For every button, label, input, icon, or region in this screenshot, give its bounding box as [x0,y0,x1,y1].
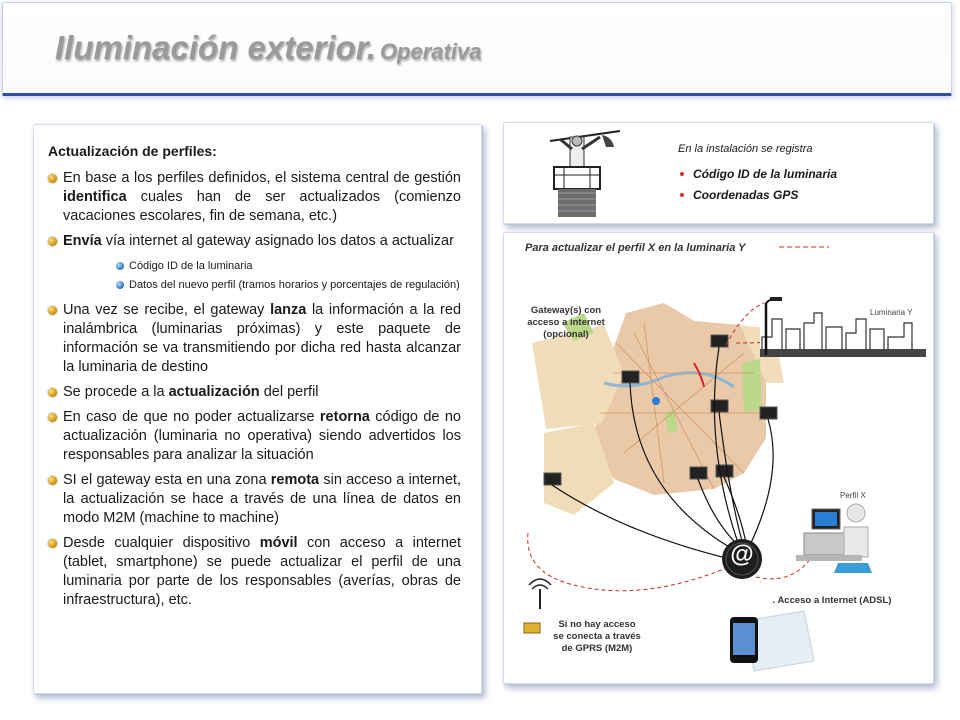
bullet-icon [48,476,57,485]
registration-item [676,167,837,181]
bullet-item [48,383,461,402]
bold-text: remota [270,472,320,488]
smartphone-icon [730,611,814,671]
sim-card-icon [524,623,540,633]
bullet-icon [680,193,684,197]
text-segment: Desde cualquier dispositivo [63,535,260,551]
text-segment: del perfil [259,384,319,400]
text-segment: código de no actualización (luminaria no operativa) siendo advertidos los responsables para analizar la situación [63,409,461,463]
bold-text: retorna [319,409,370,425]
title-bar [2,2,952,96]
title-main: Iluminación exterior. [55,29,376,66]
sub-bullet-text: Datos del nuevo perfil (tramos horarios y porcentajes de regulación) [129,279,460,291]
registration-item-text: Código ID de la luminaria [693,167,838,181]
bullet-icon [48,174,57,183]
text-segment: la información a la red inalámbrica (luminarias próximas) y este paquete de información se va transmitiendo por dicha red hasta alcanzar la luminaria de destino [63,302,462,375]
bullet-icon [48,306,57,315]
bullet-icon [48,388,57,397]
sub-bullet-item [116,278,461,293]
text-segment: En caso de que no poder actualizarse [63,409,320,425]
luminaria-label: Luminaria Y [870,308,913,317]
registration-title: En la instalación se registra [678,143,813,155]
text-segment: con acceso a internet (tablet, smartphone) se puede actualizar el perfil de una luminaria por parte de los responsables (averías, obras de infraestructura), etc. [63,535,461,608]
bullet-text [63,384,319,400]
network-diagram-panel [503,232,934,684]
at-symbol: @ [730,541,754,568]
left-text-content [48,143,461,616]
bullet-icon [48,413,57,422]
bullet-item [48,232,461,293]
gprs-antenna-icon [529,579,551,609]
bullet-text [63,302,461,375]
text-segment: SI el gateway esta en una zona [63,472,271,488]
bold-text: móvil [259,535,298,551]
gateway-label: Gateway(s) con acceso a internet (opcional) [527,305,605,340]
bullet-text [63,409,461,463]
text-segment: Una vez se recibe, el gateway [63,302,271,318]
perfil-label: Perfil X [840,491,866,500]
bullet-icon [48,539,57,548]
bullet-item [48,169,461,226]
gprs-label: Si no hay acceso se conecta a través de GPRS (M2M) [553,619,641,654]
bullet-list [48,169,461,610]
sub-bullet-icon [116,262,124,270]
bullet-item [48,534,461,610]
bold-text: identifica [63,189,127,205]
text-segment: sin acceso a internet, la actualización se hace a través de una línea de datos en modo M2M (machine to machine) [63,472,461,526]
diagram-title: Para actualizar el perfil X en la luminaria Y [525,242,746,254]
sub-bullet-text: Código ID de la luminaria [129,260,253,272]
sub-bullet-list [63,259,461,293]
bullet-item [48,301,461,377]
network-diagram [504,233,935,685]
left-text-panel [33,124,482,694]
bold-text: Envía [63,233,102,249]
bullet-text [63,535,461,608]
registration-item [676,188,837,202]
page-title [55,29,481,67]
internet-label: . Acceso a Internet (ADSL) [772,595,892,606]
sub-bullet-icon [116,281,124,289]
text-segment: En base a los perfiles definidos, el sistema central de gestión [63,170,461,186]
bullet-item [48,408,461,465]
registration-item-text: Coordenadas GPS [693,188,799,202]
bullet-item [48,471,461,528]
bold-text: lanza [270,302,307,318]
bullet-icon [48,237,57,246]
bullet-text [63,233,454,249]
registration-panel [503,122,934,224]
registration-list [676,167,837,209]
bold-text: actualización [168,384,260,400]
bullet-text [63,472,461,526]
technician-lift-icon [544,129,624,219]
title-sub: Operativa [379,39,482,64]
bullet-text [63,170,461,224]
text-segment: vía internet al gateway asignado los datos a actualizar [101,233,454,249]
bullet-icon [680,172,684,176]
section-heading: Actualización de perfiles: [48,143,217,159]
sub-bullet-item [116,259,461,274]
text-segment: Se procede a la [63,384,169,400]
streetlight-skyline [760,297,926,357]
text-segment: cuales han de ser actualizados (comienzo vacaciones escolares, fin de semana, etc.) [63,189,461,224]
